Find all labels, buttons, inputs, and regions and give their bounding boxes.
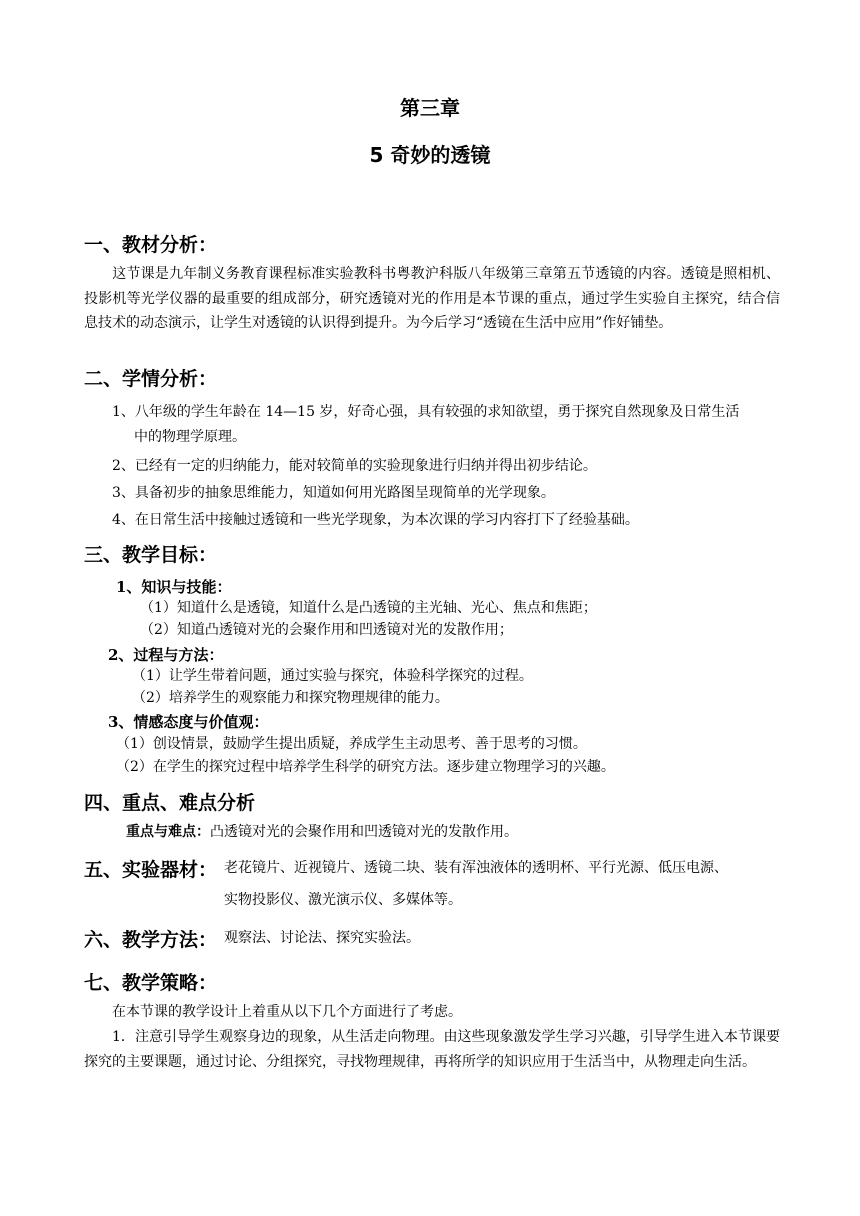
section-heading-textbook-analysis: 一、教材分析： bbox=[84, 234, 218, 256]
student-analysis-item-4: 4、在日常生活中接触过透镜和一些光学现象，为本次课的学习内容打下了经验基础。 bbox=[112, 512, 639, 528]
goal-process-line-2: （2）培养学生的观察能力和探究物理规律的能力。 bbox=[132, 690, 449, 706]
goal-knowledge-title: 1、知识与技能： bbox=[116, 578, 232, 596]
goal-process-title: 2、过程与方法： bbox=[108, 646, 224, 664]
textbook-analysis-paragraph bbox=[84, 262, 780, 336]
student-analysis-item-1: 1、八年级的学生年龄在 14—15 岁，好奇心强，具有较强的求知欲望，勇于探究自然现象及日常生活 中的物理学原理。 bbox=[112, 404, 740, 445]
lesson-title: 5 奇妙的透镜 bbox=[369, 143, 491, 167]
strategy-point-1-text: 1．注意引导学生观察身边的现象，从生活走向物理。由这些现象激发学生学习兴趣，引导学生进入本节课要探究的主要课题，通过讨论、分组探究，寻找物理规律，再将所学的知识应用于生活当中，从物理走向生活。 bbox=[84, 1029, 780, 1070]
key-points-line bbox=[126, 822, 518, 842]
textbook-analysis-text: 这节课是九年制义务教育课程标准实验教科书粤教沪科版八年级第三章第五节透镜的内容。透镜是照相机、投影机等光学仪器的最重要的组成部分，研究透镜对光的作用是本节课的重点，通过学生实验自主探究，结合信息技术的动态演示，让学生对透镜的认识得到提升。为今后学习“透镜在生活中应用”作好铺垫。 bbox=[84, 266, 780, 331]
key-points-label: 重点与难点： bbox=[126, 824, 210, 840]
key-points-text: 凸透镜对光的会聚作用和凹透镜对光的发散作用。 bbox=[210, 824, 518, 840]
goal-knowledge-line-2: （2）知道凸透镜对光的会聚作用和凹透镜对光的发散作用； bbox=[140, 622, 513, 638]
student-analysis-item-3: 3、具备初步的抽象思维能力，知道如何用光路图呈现简单的光学现象。 bbox=[112, 485, 555, 501]
section-heading-key-points: 四、重点、难点分析 bbox=[84, 792, 256, 814]
strategy-point-1-paragraph bbox=[84, 1025, 780, 1074]
section-heading-student-analysis: 二、学情分析： bbox=[84, 368, 218, 390]
student-analysis-item-2: 2、已经有一定的归纳能力，能对较简单的实验现象进行归纳并得出初步结论。 bbox=[112, 458, 597, 474]
goal-attitude-line-1: （1）创设情景，鼓励学生提出质疑，养成学生主动思考、善于思考的习惯。 bbox=[116, 736, 587, 752]
section-heading-equipment: 五、实验器材： bbox=[84, 859, 218, 881]
section-heading-teaching-strategy: 七、教学策略： bbox=[84, 972, 218, 994]
strategy-intro: 在本节课的教学设计上着重从以下几个方面进行了考虑。 bbox=[112, 1004, 462, 1020]
goal-attitude-title: 3、情感态度与价值观： bbox=[108, 713, 269, 731]
goal-attitude-line-2: （2）在学生的探究过程中培养学生科学的研究方法。逐步建立物理学习的兴趣。 bbox=[116, 759, 615, 775]
section-heading-teaching-methods: 六、教学方法： bbox=[84, 929, 218, 951]
equipment-line-2: 实物投影仪、激光演示仪、多媒体等。 bbox=[224, 892, 462, 908]
teaching-methods-text: 观察法、讨论法、探究实验法。 bbox=[224, 930, 420, 946]
chapter-title: 第三章 bbox=[400, 96, 460, 120]
goal-knowledge-line-1: （1）知道什么是透镜，知道什么是凸透镜的主光轴、光心、焦点和焦距； bbox=[140, 600, 597, 616]
section-heading-teaching-goals: 三、教学目标： bbox=[84, 544, 218, 566]
equipment-line-1: 老花镜片、近视镜片、透镜二块、装有浑浊液体的透明杯、平行光源、低压电源、 bbox=[224, 860, 728, 876]
goal-process-line-1: （1）让学生带着问题，通过实验与探究，体验科学探究的过程。 bbox=[132, 668, 533, 684]
